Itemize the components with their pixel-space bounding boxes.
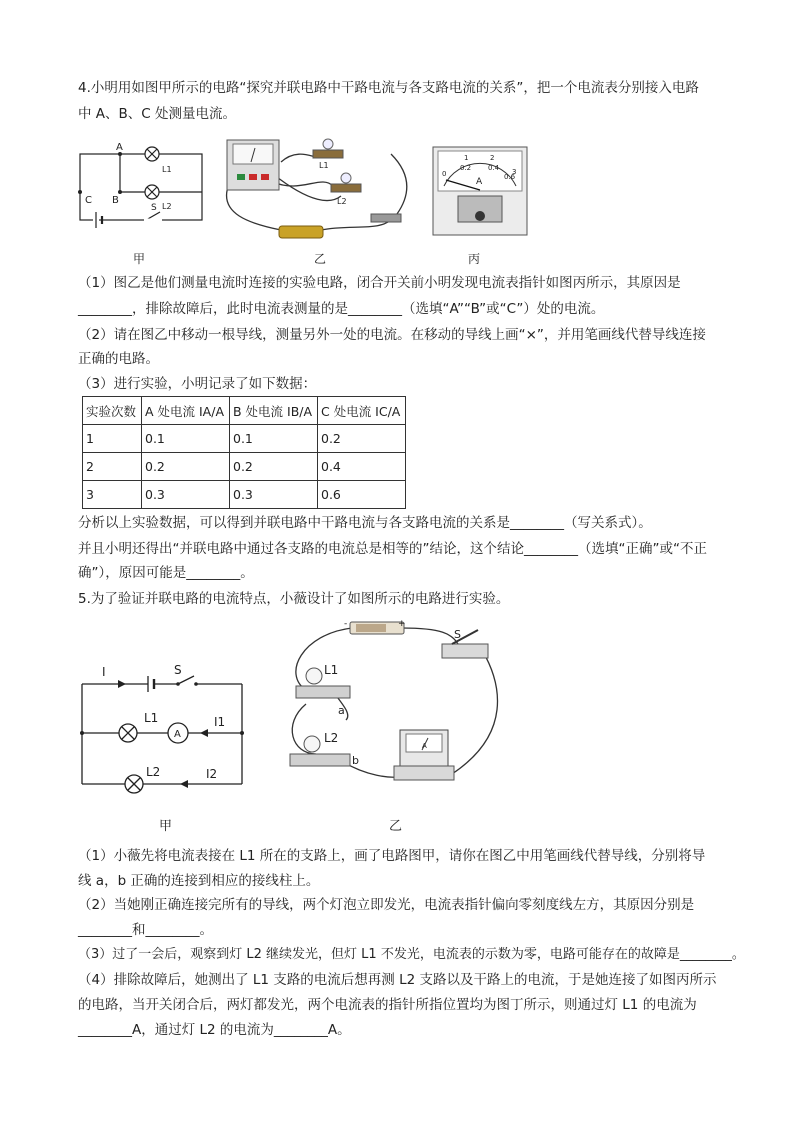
table-header-row [83, 397, 406, 425]
q4-conclusion-line2: 确”），原因可能是________。 [78, 565, 254, 581]
q4-p1-line2: ________，排除故障后，此时电流表测量的是________（选填“A”“B”或“C”）处的电流。 [78, 301, 605, 317]
meter-scale-04: 0.4 [488, 164, 500, 172]
table-cell: 0.2 [318, 425, 406, 453]
label-S: S [151, 203, 157, 213]
q4-p1-line1: （1）图乙是他们测量电流时连接的实验电路，闭合开关前小明发现电流表指针如图丙所示，其原因是 [78, 275, 681, 291]
label-L1: L1 [144, 711, 159, 725]
q4-circuit-diagram-jia [76, 140, 206, 230]
q5-p4-line2: 的电路，当开关闭合后，两灯都发光，两个电流表的指针所指位置均为图丁所示，则通过灯 L1 的电流为 [78, 997, 697, 1013]
table-cell: 0.2 [142, 453, 230, 481]
label-C: C [85, 195, 92, 206]
fig-caption-jia: 甲 [133, 252, 146, 266]
table-row [83, 425, 406, 453]
q5-p4-line3: ________A，通过灯 L2 的电流为________A。 [78, 1022, 351, 1038]
meter-unit-A: A [476, 177, 483, 187]
table-cell: 2 [83, 453, 142, 481]
table-cell: 0.2 [230, 453, 318, 481]
table-cell: 3 [83, 481, 142, 509]
table-cell: 0.3 [142, 481, 230, 509]
table-cell: 1 [83, 425, 142, 453]
fig-caption-bing: 丙 [468, 252, 481, 266]
label-I2: I2 [206, 767, 218, 781]
svg-text:+: + [398, 619, 406, 629]
q4-intro-line2: 中 A、B、C 处测量电流。 [78, 106, 237, 122]
meter-tick-1: 1 [464, 154, 469, 162]
table-header: A 处电流 IA/A [142, 397, 230, 425]
q4-analysis-line: 分析以上实验数据，可以得到并联电路中干路电流与各支路电流的关系是________（写关系式）。 [78, 515, 652, 531]
meter-tick-0: 0 [442, 170, 447, 178]
label-A: A [116, 142, 123, 153]
photo-label-S: S [454, 628, 461, 641]
q5-intro: 5.为了验证并联电路的电流特点，小薇设计了如图所示的电路进行实验。 [78, 591, 510, 607]
photo-label-L1: L1 [324, 663, 339, 677]
label-L2: L2 [146, 765, 161, 779]
meter-scale-06: 0.6 [504, 173, 516, 181]
q5-fig-caption-jia: 甲 [159, 819, 173, 834]
q5-circuit-diagram-jia [74, 660, 249, 800]
meter-scale-02: 0.2 [460, 164, 472, 172]
photo-label-L2: L2 [337, 197, 347, 206]
q5-p1-line1: （1）小薇先将电流表接在 L1 所在的支路上，画了电路图甲，请你在图乙中用笔画线代替导线，分别将导 [78, 848, 706, 864]
q4-data-table [82, 396, 406, 509]
meter-tick-2: 2 [490, 154, 495, 162]
label-L2: L2 [162, 202, 172, 211]
table-header: C 处电流 IC/A [318, 397, 406, 425]
q5-circuit-photo-yi [282, 614, 512, 792]
q5-p2-line2: ________和________。 [78, 922, 213, 938]
photo-label-ammeter-A: A [422, 742, 427, 750]
q4-intro-line1: 4.小明用如图甲所示的电路“探究并联电路中干路电流与各支路电流的关系”，把一个电流表分别接入电路 [78, 80, 699, 96]
table-header: 实验次数 [83, 397, 142, 425]
label-B: B [112, 195, 119, 206]
svg-text:-: - [344, 619, 348, 629]
label-I: I [102, 665, 106, 679]
q5-p1-line2: 线 a，b 正确的连接到相应的接线柱上。 [78, 873, 320, 889]
photo-label-b: b [352, 754, 359, 767]
label-I1: I1 [214, 715, 226, 729]
q4-circuit-photo-yi [221, 134, 411, 242]
q5-fig-caption-yi: 乙 [389, 819, 403, 834]
table-row [83, 481, 406, 509]
q4-p2-line1: （2）请在图乙中移动一根导线，测量另外一处的电流。在移动的导线上画“×”，并用笔画线代替导线连接 [78, 327, 706, 343]
table-cell: 0.1 [230, 425, 318, 453]
q5-p2-line1: （2）当她刚正确连接完所有的导线，两个灯泡立即发光，电流表指针偏向零刻度线左方，其原因分别是 [78, 897, 695, 913]
table-cell: 0.4 [318, 453, 406, 481]
q4-ammeter-bing [432, 146, 528, 236]
meter-tick-3: 3 [512, 168, 517, 176]
table-row [83, 453, 406, 481]
label-S: S [174, 663, 182, 677]
label-L1: L1 [162, 165, 172, 174]
photo-label-L1: L1 [319, 161, 329, 170]
q5-p3-line: （3）过了一会后，观察到灯 L2 继续发光，但灯 L1 不发光，电流表的示数为零，电路可能存在的故障是________。 [78, 947, 745, 962]
fig-caption-yi: 乙 [314, 252, 327, 266]
q4-p3-line: （3）进行实验，小明记录了如下数据： [78, 376, 317, 392]
table-cell: 0.1 [142, 425, 230, 453]
table-cell: 0.6 [318, 481, 406, 509]
q5-p4-line1: （4）排除故障后，她测出了 L1 支路的电流后想再测 L2 支路以及干路上的电流，于是她连接了如图丙所示 [78, 972, 717, 988]
photo-label-L2: L2 [324, 731, 339, 745]
q4-p2-line2: 正确的电路。 [78, 351, 159, 367]
table-header: B 处电流 IB/A [230, 397, 318, 425]
q4-conclusion-line1: 并且小明还得出“并联电路中通过各支路的电流总是相等的”结论，这个结论________（选填“正确”或“不正 [78, 541, 707, 557]
label-ammeter-A: A [174, 729, 181, 740]
photo-label-a: a [338, 704, 345, 717]
table-cell: 0.3 [230, 481, 318, 509]
